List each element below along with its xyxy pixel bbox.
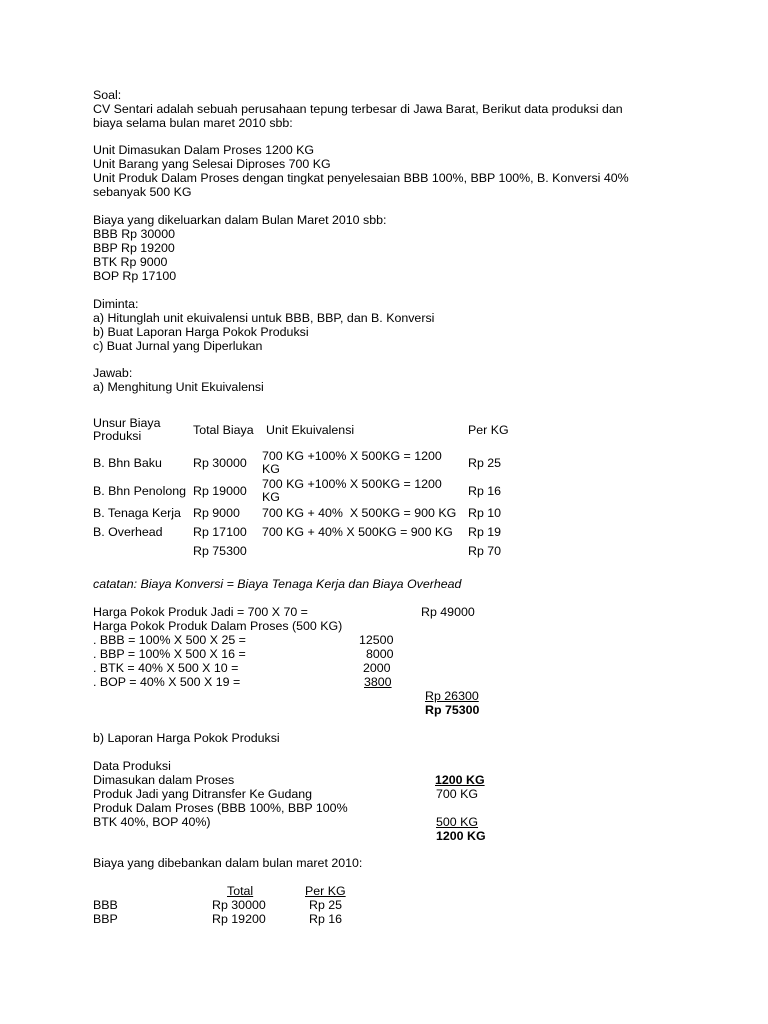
produk-proses-value: 500 KG <box>436 815 479 829</box>
hpp-item-label: . BBB = 100% X 500 X 25 = <box>93 633 246 647</box>
table-cell-total: Rp 30000 <box>193 456 247 470</box>
produk-proses-label: BTK 40%, BOP 40%) <box>93 815 211 829</box>
table-cell-unit: 700 KG +100% X 500KG = 1200 KG <box>262 477 442 504</box>
soal-intro-line-1: CV Sentari adalah sebuah perusahaan tepung terbesar di Jawa Barat, Berikut data produksi dan <box>93 102 623 116</box>
laporan-heading: b) Laporan Harga Pokok Produksi <box>93 731 280 745</box>
table-total-biaya: Rp 75300 <box>193 544 247 558</box>
soal-intro-line-2: biaya selama bulan maret 2010 sbb: <box>93 116 293 130</box>
biaya-row-total: Rp 19200 <box>212 912 266 926</box>
hpp-jadi-value: Rp 49000 <box>421 605 475 619</box>
soal-unit-line: Unit Produk Dalam Proses dengan tingkat penyelesaian BBB 100%, BBP 100%, B. Konversi 40% <box>93 171 629 185</box>
table-header-unsur: Unsur Biaya Produksi <box>93 416 161 443</box>
hpp-subtotal: Rp 26300 <box>425 689 479 703</box>
biaya-line: BOP Rp 17100 <box>93 269 177 283</box>
table-cell-total: Rp 9000 <box>193 506 240 520</box>
biaya-dibebankan-heading: Biaya yang dibebankan dalam bulan maret 2010: <box>93 856 363 870</box>
table-cell-per: Rp 16 <box>468 484 502 498</box>
table-cell-unit: 700 KG +100% X 500KG = 1200 KG <box>262 449 442 476</box>
soal-heading: Soal: <box>93 88 122 102</box>
hpp-item-label: . BOP = 40% X 500 X 19 = <box>93 675 241 689</box>
dimasukan-label: Dimasukan dalam Proses <box>93 773 235 787</box>
hpp-item-label: . BTK = 40% X 500 X 10 = <box>93 661 239 675</box>
dimasukan-value: 1200 KG <box>435 773 485 787</box>
diminta-heading: Diminta: <box>93 297 139 311</box>
col-header-per-kg: Per KG <box>305 884 346 898</box>
soal-unit-line: Unit Dimasukan Dalam Proses 1200 KG <box>93 143 315 157</box>
hpp-item-value: 12500 <box>359 633 394 647</box>
biaya-line: BBP Rp 19200 <box>93 241 175 255</box>
hpp-item-label: . BBP = 100% X 500 X 16 = <box>93 647 246 661</box>
hpp-total: Rp 75300 <box>425 703 480 717</box>
hpp-item-value: 2000 <box>363 661 391 675</box>
table-cell-per: Rp 10 <box>468 506 502 520</box>
table-total-per: Rp 70 <box>468 544 502 558</box>
biaya-row-per: Rp 16 <box>309 912 343 926</box>
table-cell-total: Rp 19000 <box>193 484 247 498</box>
table-cell-per: Rp 25 <box>468 456 502 470</box>
produksi-total-value: 1200 KG <box>436 829 486 843</box>
table-header-total: Total Biaya <box>193 423 254 437</box>
table-header-unit: Unit Ekuivalensi <box>266 423 355 437</box>
soal-unit-line: Unit Barang yang Selesai Diproses 700 KG <box>93 157 331 171</box>
produk-jadi-label: Produk Jadi yang Ditransfer Ke Gudang <box>93 787 313 801</box>
table-cell-per: Rp 19 <box>468 525 502 539</box>
table-cell-unsur: B. Bhn Penolong <box>93 484 187 498</box>
hpp-jadi-label: Harga Pokok Produk Jadi = 700 X 70 = <box>93 605 308 619</box>
biaya-row-per: Rp 25 <box>309 898 343 912</box>
col-header-total: Total <box>227 884 254 898</box>
hpp-item-value: 8000 <box>366 647 394 661</box>
biaya-row-total: Rp 30000 <box>212 898 266 912</box>
catatan-note: catatan: Biaya Konversi = Biaya Tenaga Kerja dan Biaya Overhead <box>93 577 462 591</box>
table-cell-unsur: B. Overhead <box>93 525 163 539</box>
hpp-item-value: 3800 <box>364 675 392 689</box>
table-cell-unsur: B. Bhn Baku <box>93 456 162 470</box>
jawab-part-a: a) Menghitung Unit Ekuivalensi <box>93 380 264 394</box>
table-header-per: Per KG <box>468 423 509 437</box>
data-produksi-heading: Data Produksi <box>93 759 171 773</box>
biaya-line: BTK Rp 9000 <box>93 255 168 269</box>
produk-jadi-value: 700 KG <box>436 787 479 801</box>
table-cell-unit: 700 KG + 40% X 500KG = 900 KG <box>262 525 453 539</box>
soal-unit-line: sebanyak 500 KG <box>93 185 192 199</box>
biaya-row-label: BBB <box>93 898 118 912</box>
biaya-row-label: BBP <box>93 912 118 926</box>
diminta-item: a) Hitunglah unit ekuivalensi untuk BBB, BBP, dan B. Konversi <box>93 311 435 325</box>
diminta-item: b) Buat Laporan Harga Pokok Produksi <box>93 325 309 339</box>
jawab-heading: Jawab: <box>93 366 133 380</box>
diminta-item: c) Buat Jurnal yang Diperlukan <box>93 339 263 353</box>
biaya-heading: Biaya yang dikeluarkan dalam Bulan Maret 2010 sbb: <box>93 213 387 227</box>
table-cell-total: Rp 17100 <box>193 525 247 539</box>
table-cell-unsur: B. Tenaga Kerja <box>93 506 181 520</box>
biaya-line: BBB Rp 30000 <box>93 227 175 241</box>
table-cell-unit: 700 KG + 40% X 500KG = 900 KG <box>262 506 457 520</box>
produk-proses-label: Produk Dalam Proses (BBB 100%, BBP 100% <box>93 801 348 815</box>
hpp-proses-label: Harga Pokok Produk Dalam Proses (500 KG) <box>93 619 343 633</box>
